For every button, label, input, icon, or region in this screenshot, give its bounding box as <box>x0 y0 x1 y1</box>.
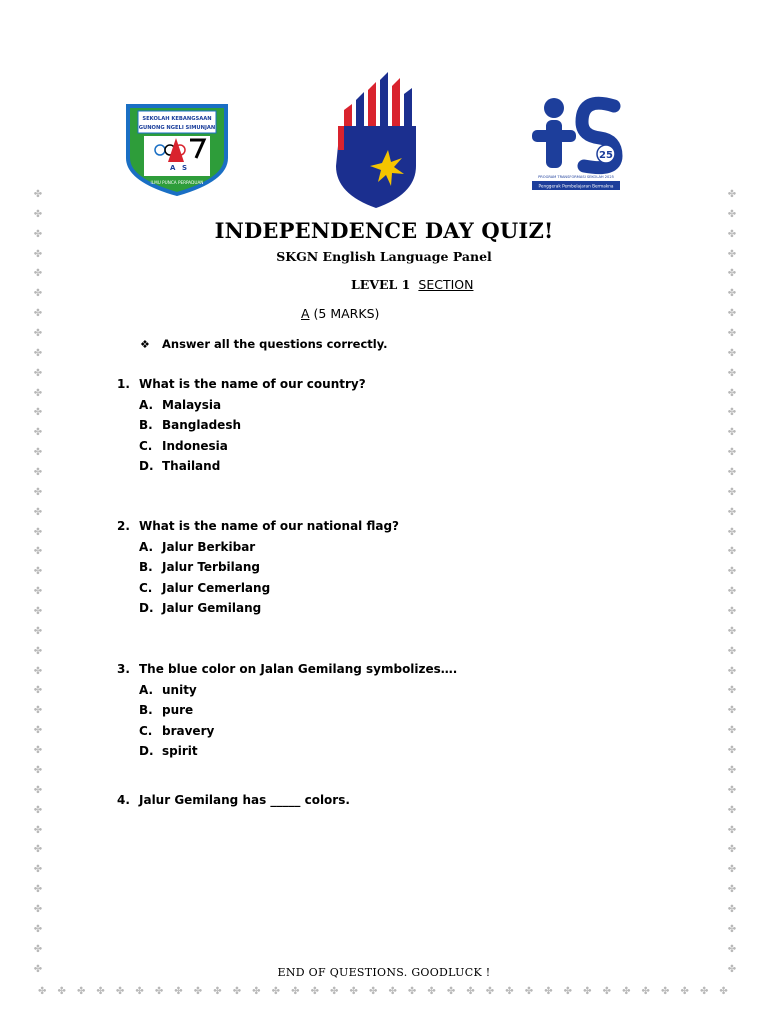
border-ornament-icon: ✤ <box>583 986 592 997</box>
border-ornament-icon: ✤ <box>33 745 43 757</box>
question-text: What is the name of our country? <box>139 377 366 391</box>
answer-option <box>139 557 399 577</box>
border-ornament-icon: ✤ <box>33 725 43 737</box>
border-ornament-icon: ✤ <box>33 467 43 479</box>
border-ornament-icon: ✤ <box>727 645 737 657</box>
answer-option <box>139 395 366 415</box>
border-ornament-icon: ✤ <box>727 248 737 260</box>
question-text-line <box>117 793 350 807</box>
option-text: Malaysia <box>162 398 222 412</box>
answer-option <box>139 598 399 618</box>
border-ornament-icon: ✤ <box>466 986 475 997</box>
option-text: Bangladesh <box>162 418 242 433</box>
border-ornament-icon: ✤ <box>524 986 534 997</box>
border-ornament-icon: ✤ <box>727 903 737 915</box>
border-ornament-icon: ✤ <box>407 986 417 997</box>
option-letter: B. <box>139 560 153 575</box>
ts25-number: 25 <box>599 150 613 161</box>
border-ornament-icon: ✤ <box>33 645 43 657</box>
border-ornament-icon: ✤ <box>727 367 737 379</box>
border-ornament-icon: ✤ <box>727 625 737 637</box>
border-ornament-icon: ✤ <box>310 986 319 997</box>
option-letter: B. <box>139 418 153 433</box>
school-crest-logo <box>124 100 230 196</box>
border-ornament-icon: ✤ <box>427 986 436 997</box>
quiz-subtitle: SKGN English Language Panel <box>276 249 492 264</box>
question-2 <box>117 519 399 618</box>
ts25-tagline: Penggerak Pembelajaran Bermakna <box>538 183 614 189</box>
border-ornament-icon: ✤ <box>33 963 43 975</box>
option-letter: C. <box>139 723 153 738</box>
border-ornament-icon: ✤ <box>271 986 281 997</box>
ts25-caption: PROGRAM TRANSFORMASI SEKOLAH 2025 <box>538 175 614 179</box>
answer-option <box>139 537 399 557</box>
option-letter: A. <box>139 683 154 697</box>
answer-option <box>139 456 366 476</box>
border-ornament-icon: ✤ <box>727 208 737 220</box>
question-text: The blue color on Jalan Gemilang symbolizes…. <box>139 662 458 676</box>
border-ornament-icon: ✤ <box>368 986 378 997</box>
border-ornament-icon: ✤ <box>727 467 737 479</box>
border-ornament-icon: ✤ <box>135 986 144 997</box>
border-ornament-icon: ✤ <box>661 986 670 997</box>
border-ornament-icon: ✤ <box>727 447 737 459</box>
answer-option <box>139 700 457 720</box>
question-number: 2. <box>117 519 130 533</box>
border-ornament-icon: ✤ <box>727 804 737 816</box>
option-letter: D. <box>139 458 154 473</box>
border-ornament-icon: ✤ <box>33 427 43 439</box>
answer-option <box>139 436 366 456</box>
border-ornament-icon: ✤ <box>33 268 43 280</box>
border-ornament-icon: ✤ <box>115 986 125 997</box>
page-border-left <box>31 190 45 975</box>
option-letter: D. <box>139 600 154 615</box>
school-motto: ILMU PUNCA PERPADUAN <box>150 180 204 185</box>
border-ornament-icon: ✤ <box>699 986 709 997</box>
border-ornament-icon: ✤ <box>33 447 43 459</box>
border-ornament-icon: ✤ <box>33 189 43 200</box>
border-ornament-icon: ✤ <box>727 923 737 935</box>
border-ornament-icon: ✤ <box>727 665 737 677</box>
question-text-line <box>117 519 399 533</box>
question-3 <box>117 662 457 761</box>
border-ornament-icon: ✤ <box>727 943 737 955</box>
border-ornament-icon: ✤ <box>33 606 43 618</box>
border-ornament-icon: ✤ <box>727 328 737 340</box>
option-text: bravery <box>162 723 215 738</box>
border-ornament-icon: ✤ <box>727 844 737 856</box>
border-ornament-icon: ✤ <box>727 963 737 975</box>
border-ornament-icon: ✤ <box>727 884 737 896</box>
question-text-line <box>117 377 366 391</box>
border-ornament-icon: ✤ <box>33 248 43 260</box>
option-text: pure <box>162 703 194 718</box>
question-number: 3. <box>117 662 130 676</box>
border-ornament-icon: ✤ <box>193 986 203 997</box>
border-ornament-icon: ✤ <box>33 407 43 419</box>
border-ornament-icon: ✤ <box>33 864 43 876</box>
border-ornament-icon: ✤ <box>727 526 737 538</box>
border-ornament-icon: ✤ <box>485 986 495 997</box>
option-letter: C. <box>139 580 153 595</box>
ts25-logo <box>528 92 624 192</box>
option-text: Thailand <box>162 458 221 473</box>
border-ornament-icon: ✤ <box>33 347 43 359</box>
border-ornament-icon: ✤ <box>76 986 86 997</box>
border-ornament-icon: ✤ <box>33 546 43 558</box>
border-ornament-icon: ✤ <box>33 903 43 915</box>
option-text: Indonesia <box>162 438 228 453</box>
border-ornament-icon: ✤ <box>33 685 43 697</box>
border-ornament-icon: ✤ <box>727 725 737 737</box>
border-ornament-icon: ✤ <box>388 986 397 997</box>
footer-text: END OF QUESTIONS. GOODLUCK ! <box>277 966 491 979</box>
border-ornament-icon: ✤ <box>727 268 737 280</box>
border-ornament-icon: ✤ <box>33 506 43 518</box>
merdeka-logo <box>330 70 422 210</box>
border-ornament-icon: ✤ <box>727 427 737 439</box>
border-ornament-icon: ✤ <box>727 824 737 836</box>
option-text: Jalur Terbilang <box>162 560 261 575</box>
border-ornament-icon: ✤ <box>727 705 737 717</box>
answer-option <box>139 741 457 761</box>
border-ornament-icon: ✤ <box>544 986 553 997</box>
border-ornament-icon: ✤ <box>33 208 43 220</box>
border-ornament-icon: ✤ <box>252 986 261 997</box>
border-ornament-icon: ✤ <box>727 864 737 876</box>
option-text: Jalur Cemerlang <box>162 580 271 595</box>
border-ornament-icon: ✤ <box>33 228 43 240</box>
border-ornament-icon: ✤ <box>719 986 728 997</box>
section-letter: A <box>301 306 310 321</box>
border-ornament-icon: ✤ <box>174 986 183 997</box>
border-ornament-icon: ✤ <box>154 986 164 997</box>
section-marks-line <box>301 306 379 321</box>
option-text: Jalur Berkibar <box>162 540 256 554</box>
question-number: 4. <box>117 793 130 807</box>
border-ornament-icon: ✤ <box>641 986 650 997</box>
border-ornament-icon: ✤ <box>33 665 43 677</box>
option-text: spirit <box>162 743 198 758</box>
page-border-right <box>725 190 739 975</box>
answer-option <box>139 680 457 700</box>
border-ornament-icon: ✤ <box>213 986 222 997</box>
level-label: LEVEL 1 <box>351 277 411 292</box>
border-ornament-icon: ✤ <box>38 986 47 997</box>
border-ornament-icon: ✤ <box>727 308 737 320</box>
border-ornament-icon: ✤ <box>349 986 358 997</box>
option-letter: C. <box>139 438 153 453</box>
school-name-line2: GUNONG NGELI SIMUNJAN <box>138 125 216 131</box>
border-ornament-icon: ✤ <box>33 625 43 637</box>
border-ornament-icon: ✤ <box>291 986 300 997</box>
diamond-bullet-icon: ❖ <box>140 338 150 351</box>
border-ornament-icon: ✤ <box>727 407 737 419</box>
border-ornament-icon: ✤ <box>33 486 43 498</box>
border-ornament-icon: ✤ <box>727 506 737 518</box>
instruction <box>140 337 388 351</box>
school-name-line1: SEKOLAH KEBANGSAAN <box>142 116 212 122</box>
question-1 <box>117 377 366 476</box>
border-ornament-icon: ✤ <box>727 606 737 618</box>
border-ornament-icon: ✤ <box>33 308 43 320</box>
border-ornament-icon: ✤ <box>727 546 737 558</box>
border-ornament-icon: ✤ <box>33 566 43 578</box>
border-ornament-icon: ✤ <box>727 347 737 359</box>
border-ornament-icon: ✤ <box>33 526 43 538</box>
border-ornament-icon: ✤ <box>727 784 737 796</box>
svg-text:S: S <box>182 164 188 172</box>
border-ornament-icon: ✤ <box>33 784 43 796</box>
border-ornament-icon: ✤ <box>33 844 43 856</box>
border-ornament-icon: ✤ <box>727 566 737 578</box>
border-ornament-icon: ✤ <box>33 288 43 300</box>
instruction-text: Answer all the questions correctly. <box>162 337 388 351</box>
border-ornament-icon: ✤ <box>622 986 631 997</box>
border-ornament-icon: ✤ <box>727 228 737 240</box>
border-ornament-icon: ✤ <box>33 367 43 379</box>
border-ornament-icon: ✤ <box>57 986 66 997</box>
option-letter: B. <box>139 703 153 718</box>
border-ornament-icon: ✤ <box>33 884 43 896</box>
option-text: Jalur Gemilang <box>162 600 262 615</box>
border-ornament-icon: ✤ <box>680 986 689 997</box>
border-ornament-icon: ✤ <box>33 824 43 836</box>
level-line <box>351 277 473 292</box>
svg-text:A: A <box>170 164 176 172</box>
option-letter: A. <box>139 540 154 554</box>
border-ornament-icon: ✤ <box>96 986 105 997</box>
option-letter: D. <box>139 743 154 758</box>
border-ornament-icon: ✤ <box>727 288 737 300</box>
border-ornament-icon: ✤ <box>33 943 43 955</box>
option-text: unity <box>162 683 197 697</box>
answer-option <box>139 578 399 598</box>
border-ornament-icon: ✤ <box>727 586 737 598</box>
border-ornament-icon: ✤ <box>33 328 43 340</box>
page-border-bottom <box>38 987 728 997</box>
border-ornament-icon: ✤ <box>446 986 456 997</box>
border-ornament-icon: ✤ <box>33 764 43 776</box>
border-ornament-icon: ✤ <box>727 685 737 697</box>
question-number: 1. <box>117 377 130 391</box>
border-ornament-icon: ✤ <box>727 745 737 757</box>
border-ornament-icon: ✤ <box>232 986 242 997</box>
option-letter: A. <box>139 398 154 412</box>
border-ornament-icon: ✤ <box>727 764 737 776</box>
answer-options <box>139 395 366 476</box>
question-text-line <box>117 662 457 676</box>
border-ornament-icon: ✤ <box>727 486 737 498</box>
section-label: SECTION <box>418 277 474 292</box>
border-ornament-icon: ✤ <box>602 986 611 997</box>
border-ornament-icon: ✤ <box>727 387 737 399</box>
answer-option <box>139 415 366 435</box>
quiz-title: INDEPENDENCE DAY QUIZ! <box>214 218 554 243</box>
border-ornament-icon: ✤ <box>33 705 43 717</box>
border-ornament-icon: ✤ <box>563 986 573 997</box>
border-ornament-icon: ✤ <box>33 923 43 935</box>
border-ornament-icon: ✤ <box>33 387 43 399</box>
border-ornament-icon: ✤ <box>33 804 43 816</box>
border-ornament-icon: ✤ <box>505 986 514 997</box>
border-ornament-icon: ✤ <box>727 189 737 200</box>
marks-label: (5 MARKS) <box>313 306 380 321</box>
answer-options <box>139 680 457 761</box>
answer-options <box>139 537 399 618</box>
border-ornament-icon: ✤ <box>330 986 339 997</box>
question-text: What is the name of our national flag? <box>139 519 400 533</box>
question-text: Jalur Gemilang has _____ colors. <box>139 793 350 807</box>
question-4 <box>117 793 350 807</box>
answer-option <box>139 721 457 741</box>
border-ornament-icon: ✤ <box>33 586 43 598</box>
